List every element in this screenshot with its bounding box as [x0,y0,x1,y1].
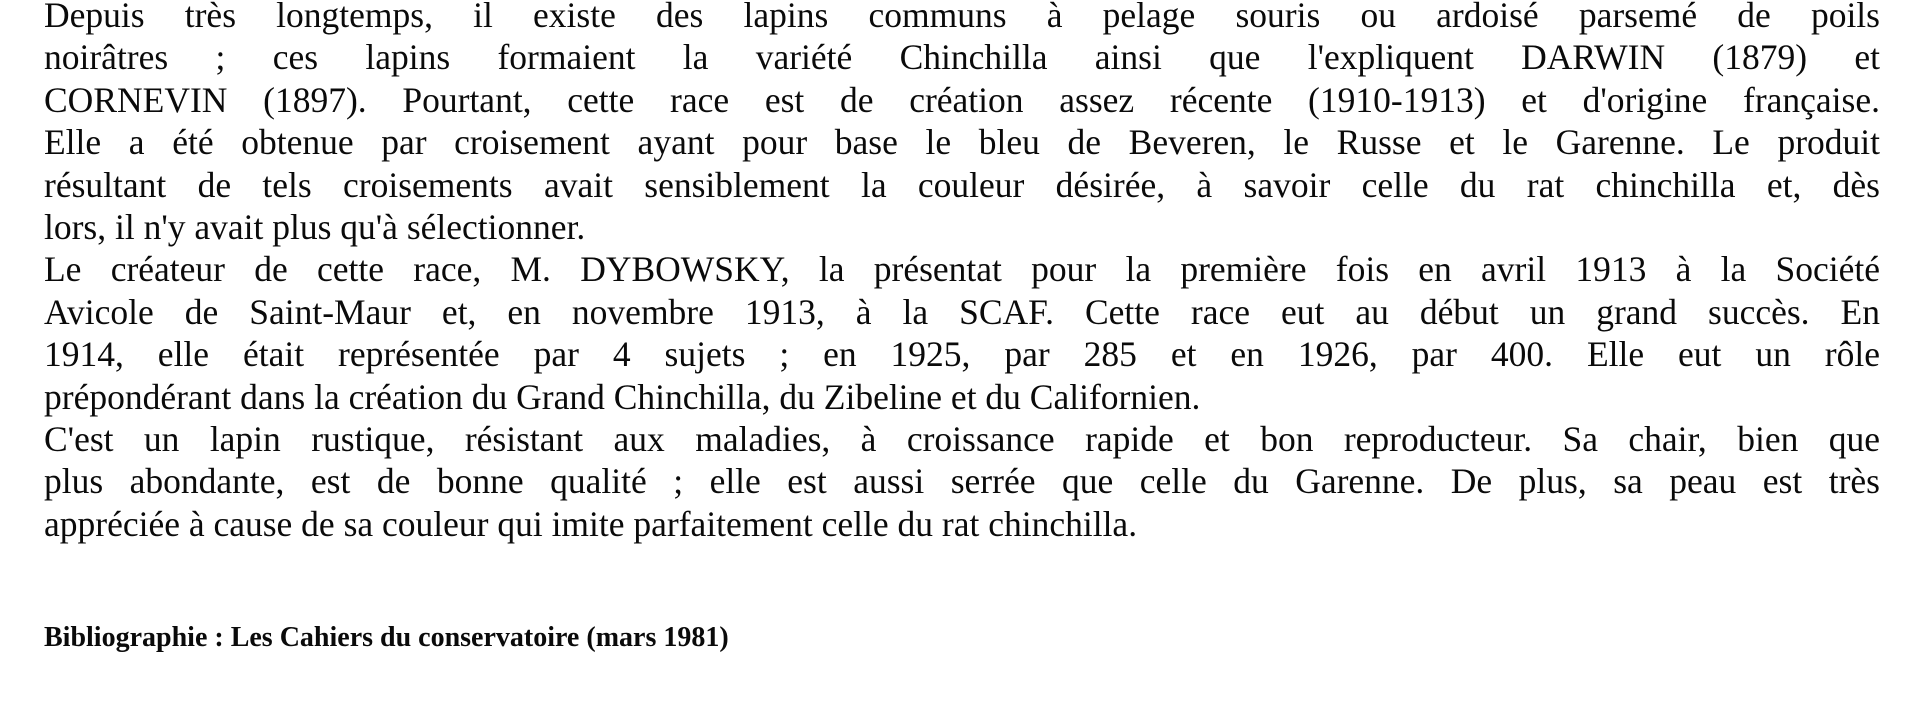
text-line: appréciée à cause de sa couleur qui imite parfaitement celle du rat chinchilla. [44,503,1138,544]
body-text [44,0,1880,545]
text-line: lors, il n'y avait plus qu'à sélectionner. [44,207,586,248]
text-line: plus abondante, est de bonne qualité ; elle est aussi serrée que celle du Garenne. De plus, sa peau est très [44,461,1880,502]
text-line: Elle a été obtenue par croisement ayant pour base le bleu de Beveren, le Russe et le Garenne. Le produit [44,122,1880,163]
text-line: Depuis très longtemps, il existe des lapins communs à pelage souris ou ardoisé parsemé de poils [44,0,1880,35]
paragraph-origin [44,0,1880,248]
text-line: C'est un lapin rustique, résistant aux maladies, à croissance rapide et bon reproducteur. Sa chair, bien que [44,419,1880,460]
bibliography: Bibliographie : Les Cahiers du conservatoire (mars 1981) [44,622,729,653]
text-line: CORNEVIN (1897). Pourtant, cette race est de création assez récente (1910-1913) et d'origine française. [44,79,1880,120]
text-line: prépondérant dans la création du Grand Chinchilla, du Zibeline et du Californien. [44,376,1201,417]
text-line: 1914, elle était représentée par 4 sujets ; en 1925, par 285 et en 1926, par 400. Elle eut un rôle [44,334,1880,375]
text-line: Avicole de Saint-Maur et, en novembre 1913, à la SCAF. Cette race eut au début un grand succès. En [44,291,1880,332]
text-line: noirâtres ; ces lapins formaient la variété Chinchilla ainsi que l'expliquent DARWIN (1879) et [44,37,1880,78]
text-line: résultant de tels croisements avait sensiblement la couleur désirée, à savoir celle du rat chinchilla et, dès [44,164,1880,205]
paragraph-history [44,248,1880,418]
text-line: Le créateur de cette race, M. DYBOWSKY, la présentat pour la première fois en avril 1913 à la Société [44,249,1880,290]
paragraph-qualities [44,418,1880,545]
